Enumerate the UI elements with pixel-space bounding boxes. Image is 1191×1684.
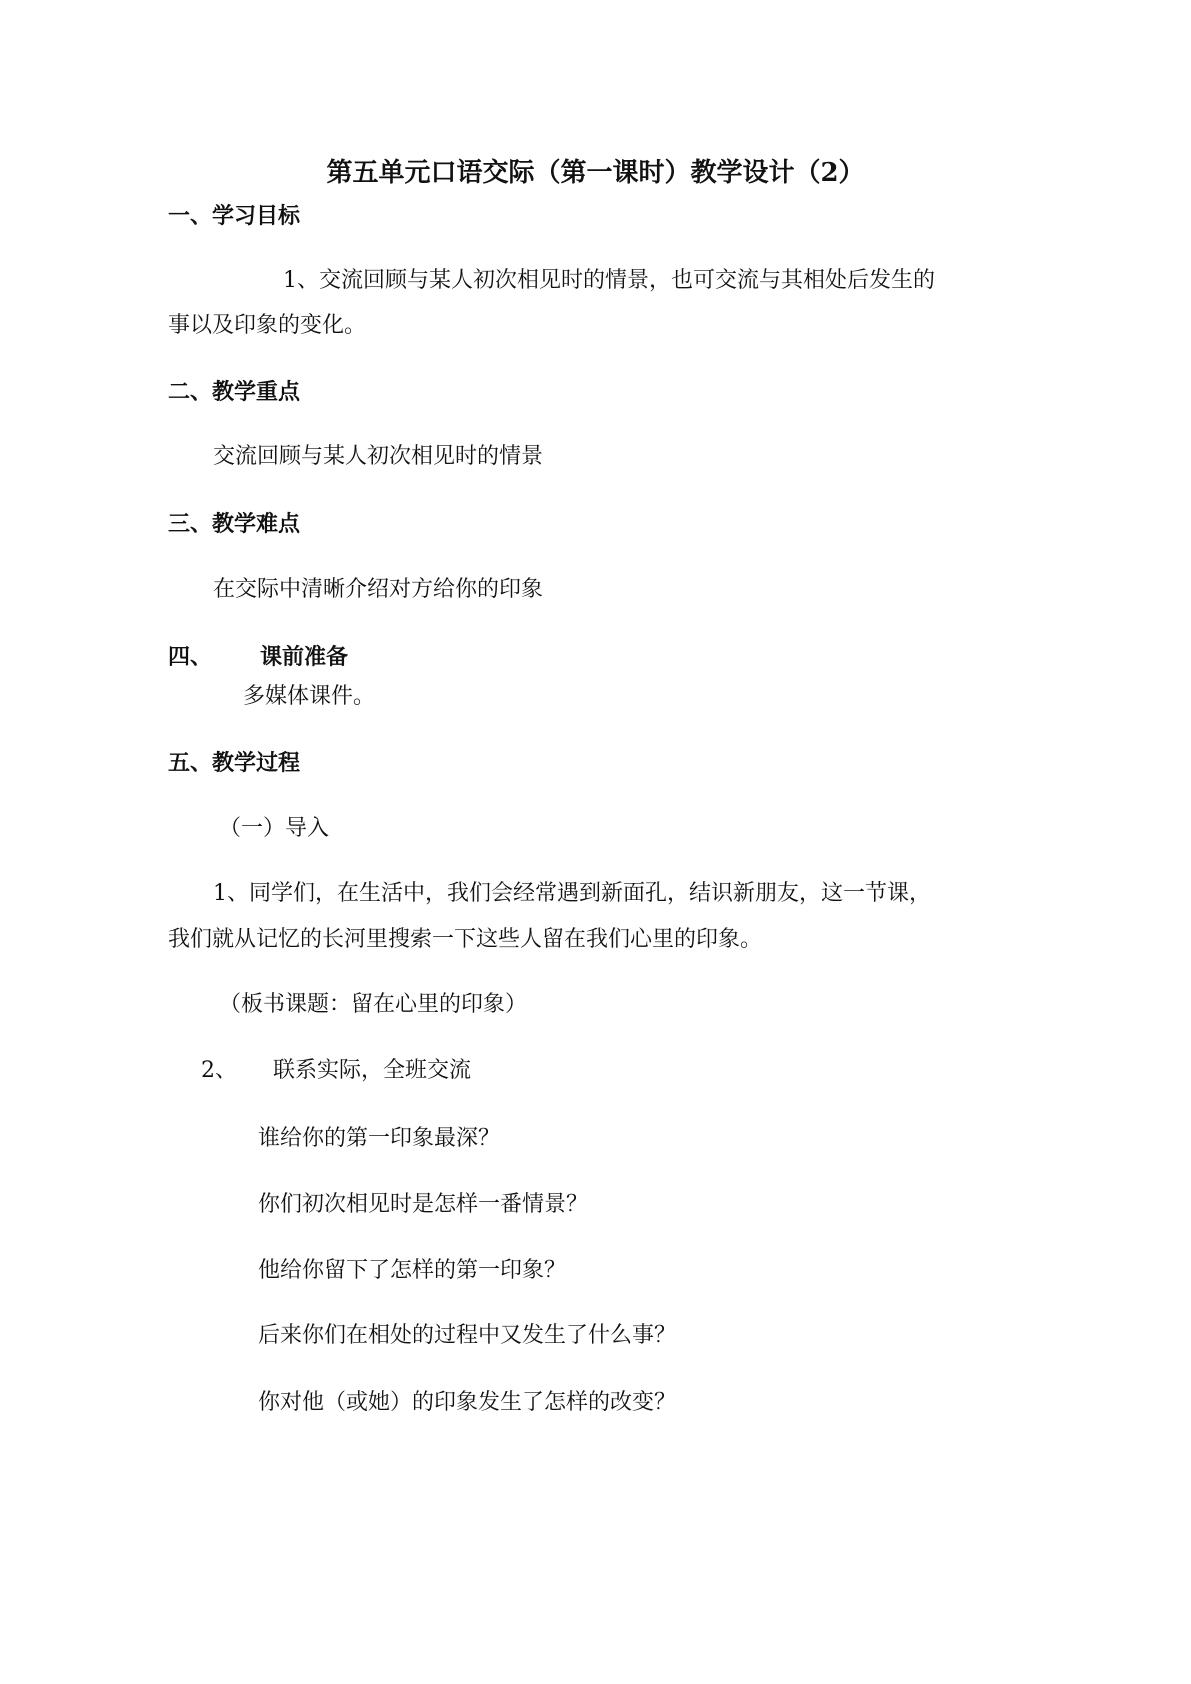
question-item: 他给你留下了怎样的第一印象？ <box>258 1258 567 1283</box>
process-subheading-intro: （一）导入 <box>219 816 330 841</box>
process-paragraph-1-line-1: 1、同学们，在生活中，我们会经常遇到新面孔，结识新朋友，这一节课， <box>213 881 931 906</box>
prep-heading-text: 课前准备 <box>260 644 349 670</box>
section-heading-difficulty: 三、教学难点 <box>168 511 301 537</box>
goals-paragraph-line-2: 事以及印象的变化。 <box>168 313 367 338</box>
prep-heading-number: 四、 <box>168 644 213 670</box>
question-item: 你对他（或她）的印象发生了怎样的改变？ <box>258 1390 677 1415</box>
section-heading-prep <box>168 642 348 672</box>
goals-paragraph-line-1: 1、交流回顾与某人初次相见时的情景，也可交流与其相处后发生的 <box>283 268 935 293</box>
process-item-2 <box>201 1056 471 1086</box>
process-paragraph-1-line-2: 我们就从记忆的长河里搜索一下这些人留在我们心里的印象。 <box>168 927 763 952</box>
question-item: 你们初次相见时是怎样一番情景？ <box>258 1192 589 1217</box>
focus-text: 交流回顾与某人初次相见时的情景 <box>213 444 544 469</box>
section-heading-goals: 一、学习目标 <box>168 203 301 229</box>
prep-text: 多媒体课件。 <box>243 684 376 709</box>
board-title-note: （板书课题：留在心里的印象） <box>219 992 528 1017</box>
document-title: 第五单元口语交际（第一课时）教学设计（2） <box>326 158 865 188</box>
section-heading-focus: 二、教学重点 <box>168 379 301 405</box>
question-item: 谁给你的第一印象最深？ <box>258 1126 501 1151</box>
item-2-number: 2、 <box>201 1058 237 1083</box>
difficulty-text: 在交际中清晰介绍对方给你的印象 <box>213 577 544 602</box>
section-heading-process: 五、教学过程 <box>168 750 301 776</box>
item-2-text: 联系实际，全班交流 <box>273 1058 472 1083</box>
question-item: 后来你们在相处的过程中又发生了什么事？ <box>258 1323 677 1348</box>
